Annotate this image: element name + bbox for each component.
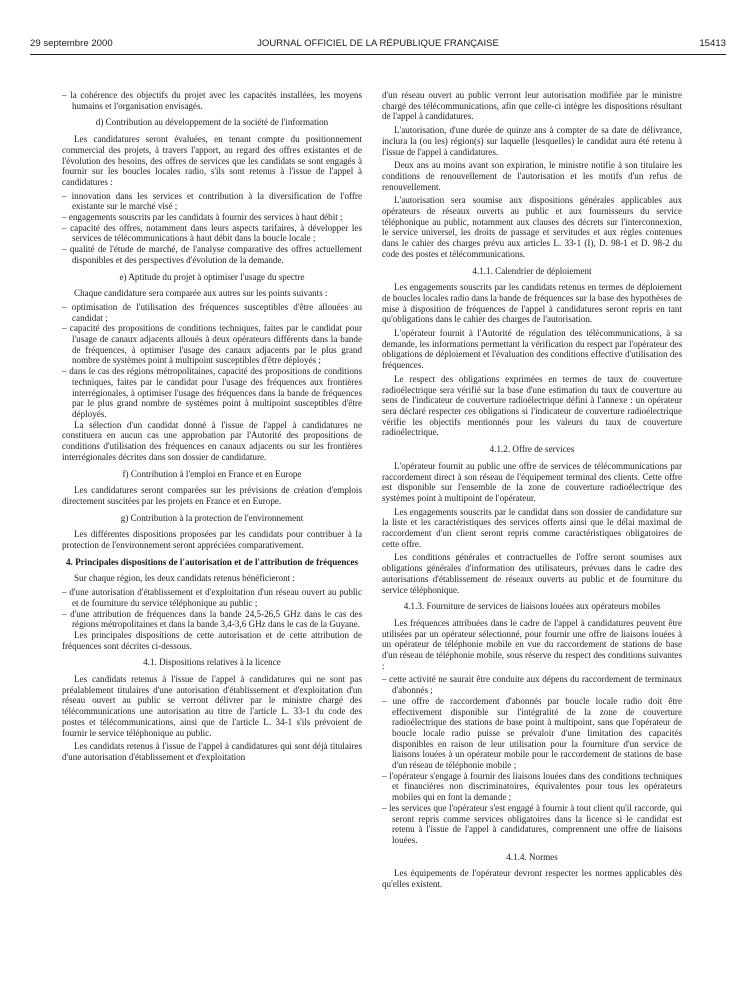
section-4-1-1-paragraph: L'opérateur fournit à l'Autorité de régulation des télécommunications, à sa demande, les informations permettant la vérification du respect par l'opérateur des obligations de déploiement et l'évaluation des conditions effective d'utilisation des fréquences.	[382, 328, 682, 371]
section-d-bullet: – innovation dans les services et contribution à la diversification de l'offre existante sur le marché visé ;	[62, 190, 362, 212]
section-4-bullet: – d'une autorisation d'établissement et d'exploitation d'un réseau ouvert au public et de fourniture du service téléphonique au public ;	[62, 587, 362, 608]
section-4-1-1-title: 4.1.1. Calendrier de déploiement	[472, 265, 592, 276]
section-4-paragraph: Sur chaque région, les deux candidats retenus bénéficieront :	[74, 573, 295, 584]
header-page-number: 15413	[699, 38, 726, 49]
licence-paragraph: Deux ans au moins avant son expiration, le ministre notifie à son titulaire les conditions de renouvellement de l'autorisation et les motifs d'un refus de renouvellement.	[382, 160, 682, 192]
section-4-1-4-title: 4.1.4. Normes	[506, 851, 558, 862]
section-d-bullet: – capacité des offres, notamment dans leurs aspects tarifaires, à développer les services de télécommunications à haut débit dans la boucle locale ;	[62, 222, 362, 244]
section-e-bullet: – dans le cas des régions métropolitaines, capacité des propositions de conditions techniques, faites par le candidat pour l'usage des fréquences aux frontières interrégionales, à optimiser l'usage des fréquences dans la bande de fréquences par le plus grand nombre de systèmes point à multipoint susceptibles d'être déployés.	[62, 366, 362, 419]
licence-paragraph: d'un réseau ouvert au public verront leur autorisation modifiée par le ministre chargé des télécommunications, afin que celle-ci intègre les dispositions résultant de l'appel à candidatures.	[382, 90, 682, 122]
licence-paragraph: L'autorisation, d'une durée de quinze ans à compter de sa date de délivrance, inclura la (ou les) région(s) sur laquelle (lesquelles) le candidat aura été retenu à l'issue de l'appel à candidatures.	[382, 125, 682, 157]
header-rule	[30, 54, 726, 55]
section-4-1-paragraph: Les candidats retenus à l'issue de l'appel à candidatures qui sont déjà titulaires d'une autorisation d'établissement et d'exploitation	[62, 741, 362, 762]
section-4-paragraph: Les principales dispositions de cette autorisation et de cette attribution de fréquences sont décrites ci-dessous.	[62, 629, 362, 651]
intro-bullet: – la cohérence des objectifs du projet avec les capacités installées, les moyens humains et l'organisation envisagés.	[62, 90, 362, 111]
section-4-1-3-bullet: – l'opérateur s'engage à fournir des liaisons louées dans des conditions techniques et financières non discriminatoires, équivalentes pour tous les opérateurs mobiles qui en font la demande ;	[382, 770, 682, 803]
section-4-1-3-bullet: – cette activité ne saurait être conduite aux dépens du raccordement de terminaux d'abonnés ;	[382, 674, 682, 696]
section-4-title: 4. Principales dispositions de l'autorisation et de l'attribution de fréquences	[65, 556, 359, 567]
header-title: JOURNAL OFFICIEL DE LA RÉPUBLIQUE FRANÇAISE	[257, 38, 499, 49]
section-e-title: e) Aptitude du projet à optimiser l'usage du spectre	[119, 271, 305, 282]
section-e-paragraph: Chaque candidature sera comparée aux autres sur les points suivants :	[74, 288, 328, 299]
section-4-1-2-paragraph: L'opérateur fournit au public une offre de services de télécommunications par raccordement direct à son réseau de l'équipement terminal des clients. Cette offre est disponible sur l'ensemble de la zone de couverture radioélectrique des systèmes point à multipoint de l'opérateur.	[382, 460, 682, 503]
section-e-bullet: – optimisation de l'utilisation des fréquences susceptibles d'être allouées au candidat ;	[62, 301, 362, 323]
section-4-1-3-bullet: – une offre de raccordement d'abonnés par boucle locale radio doit être effectivement disponible sur l'intégralité de la zone de couverture radioélectrique des stations de base point à multipoint, sans que l'opérateur de boucle locale radio puisse se prévaloir d'une limitation des capacités disponibles en raison de leur utilisation pour la fourniture d'un service de liaisons louées à un opérateur mobile pour le raccordement de stations de base d'un réseau de téléphonie mobile ;	[382, 695, 682, 771]
section-g-title: g) Contribution à la protection de l'environnement	[120, 512, 304, 523]
section-4-1-1-paragraph: Les engagements souscrits par les candidats retenus en termes de déploiement de boucles locales radio dans la bande de fréquences sur la base des hypothèses de mise à disposition de fréquences de l'appel à candidatures seront repris en tant qu'obligations dans le cahier des charges de l'autorisation.	[382, 282, 682, 325]
left-column	[62, 90, 362, 766]
section-d-bullet: – engagements souscrits par les candidats à fournir des services à haut débit ;	[62, 212, 343, 223]
section-g-paragraph: Les différentes dispositions proposées par les candidats pour contribuer à la protection de l'environnement seront appréciées comparativement.	[62, 529, 362, 551]
section-4-1-3-paragraph: Les fréquences attribuées dans le cadre de l'appel à candidatures peuvent être utilisées par un opérateur sélectionné, pour fournir une offre de liaisons louées à un opérateur de téléphonie mobile en vue du raccordement de stations de base d'un réseau de téléphonie mobile, sous réserve du respect des conditions suivantes :	[382, 617, 682, 671]
section-4-1-2-paragraph: Les engagements souscrits par le candidat dans son dossier de candidature sur la liste et les caractéristiques des services offerts ainsi que le délai maximal de raccordement d'un client seront repris comme caractéristiques obligatoires de cette offre.	[382, 506, 682, 549]
section-4-1-4-paragraph: Les équipements de l'opérateur devront respecter les normes applicables dès qu'elles existent.	[382, 868, 682, 890]
section-4-1-paragraph: Les candidats retenus à l'issue de l'appel à candidatures qui ne sont pas préalablement titulaires d'une autorisation d'établissement et d'exploitation d'un réseau ouvert au public se verront délivrer par le ministre chargé des télécommunications une autorisation au titre de l'article L. 33-1 du code des postes et télécommunications, ainsi que de l'article L. 34-1 s'ils prévoient de fournir le service téléphonique au public.	[62, 674, 362, 738]
section-d-paragraph: Les candidatures seront évaluées, en tenant compte du positionnement commercial des projets, à travers l'apport, au regard des offres existantes et de l'évolution des besoins, des offres de services que les candidats se sont engagés à fournir sur les boucles locales radio, s'ils sont retenus à l'issue de l'appel à candidatures :	[62, 134, 362, 187]
section-4-1-3-bullet: – les services que l'opérateur s'est engagé à fournir à tout client qu'il raccorde, qui seront repris comme services obligatoires dans la licence si le candidat est retenu à l'issue de l'appel à candidatures, comprennent une offre de liaisons louées.	[382, 802, 682, 845]
section-4-1-title: 4.1. Dispositions relatives à la licence	[143, 657, 281, 668]
section-f-paragraph: Les candidatures seront comparées sur les prévisions de création d'emplois directement suscitées par les projets en France et en Europe.	[62, 485, 362, 506]
section-d-bullet: – qualité de l'étude de marché, de l'analyse comparative des offres actuellement disponibles et des perspectives d'évolution de la demande.	[62, 244, 362, 265]
section-4-1-3-title: 4.1.3. Fourniture de services de liaisons louées aux opérateurs mobiles	[403, 601, 661, 612]
section-e-bullet: – capacité des propositions de conditions techniques, faites par le candidat pour l'usage de canaux adjacents alloués à deux opérateurs différents dans la bande de fréquences, à optimiser l'usage des canaux adjacents par le plus grand nombre de systèmes point à multipoint susceptibles d'être déployés ;	[62, 323, 362, 366]
section-4-1-1-paragraph: Le respect des obligations exprimées en termes de taux de couverture radioélectrique sera vérifié sur la base d'une estimation du taux de couverture au sens de l'indicateur de couverture radioélectrique défini à l'annexe : un opérateur sera déclaré respecter ces obligations si l'indicateur de couverture radioélectrique vérifie les objectifs mentionnés pour les valeurs du taux de couverture radioélectrique.	[382, 373, 682, 438]
section-4-1-2-title: 4.1.2. Offre de services	[489, 444, 575, 455]
header-date: 29 septembre 2000	[30, 38, 113, 49]
section-d-title: d) Contribution au développement de la société de l'information	[95, 117, 329, 128]
section-4-1-2-paragraph: Les conditions générales et contractuelles de l'offre seront soumises aux obligations générales d'information des utilisateurs, prévues dans le cadre des autorisations d'établissement de réseaux ouverts au public et de fourniture du service téléphonique.	[382, 552, 682, 595]
section-f-title: f) Contribution à l'emploi en France et en Europe	[122, 468, 302, 479]
page-header	[30, 38, 726, 54]
right-column	[382, 90, 682, 893]
licence-paragraph: L'autorisation sera soumise aux dispositions générales applicables aux opérateurs de réseaux ouverts au public et aux fournisseurs du service téléphonique au public, notamment aux clauses des décrets sur l'interconnexion, le service universel, les droits de passage et servitudes et aux règles contenues dans le cahier des charges prévu aux articles L. 33-1 (I), D. 98-1 et D. 98-2 du code des postes et télécommunications.	[382, 195, 682, 259]
section-e-paragraph: La sélection d'un candidat donné à l'issue de l'appel à candidatures ne constituera en aucun cas une approbation par l'Autorité des propositions de conditions d'utilisation des fréquences en canaux adjacents ou sur les frontières interrégionales décrites dans son dossier de candidature.	[62, 419, 362, 462]
section-4-bullet: – d'une attribution de fréquences dans la bande 24,5-26,5 GHz dans le cas des régions métropolitaines et dans la bande 3,4-3,6 GHz dans le cas de la Guyane.	[62, 608, 362, 630]
